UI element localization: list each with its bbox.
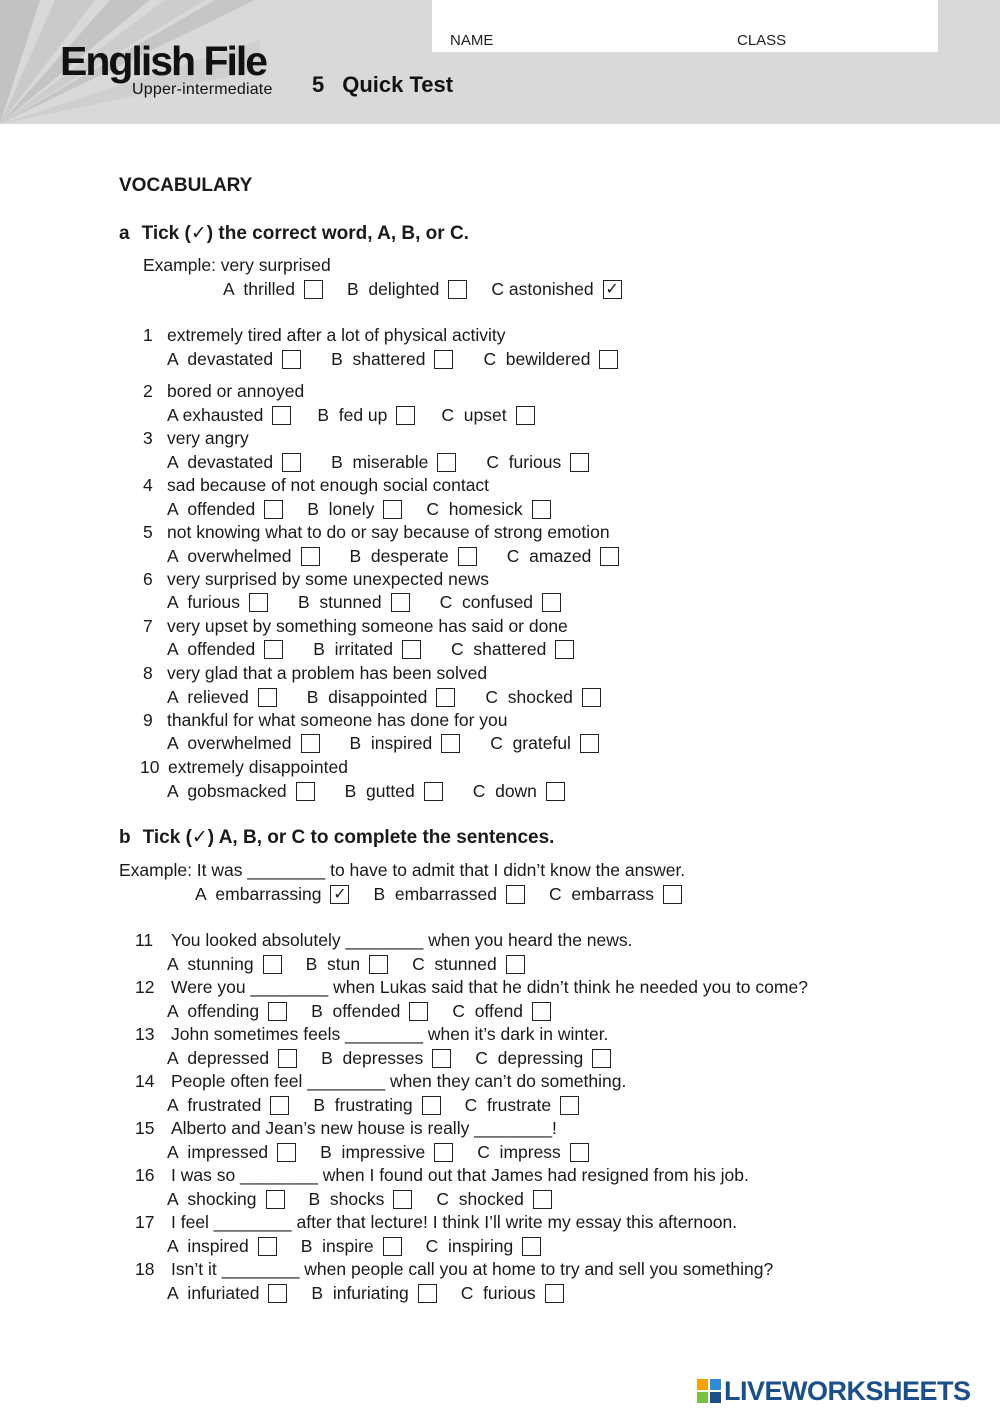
- question-text: sad because of not enough social contact: [167, 475, 490, 495]
- tick-box[interactable]: [278, 1049, 297, 1068]
- option-label: B delighted: [346, 279, 440, 299]
- tick-box[interactable]: [532, 1002, 551, 1021]
- tick-box[interactable]: [296, 782, 315, 801]
- option-label: C grateful: [490, 733, 571, 753]
- option[interactable]: [195, 883, 349, 905]
- question-text: You looked absolutely ________ when you heard the news.: [171, 930, 633, 950]
- option[interactable]: [485, 686, 601, 708]
- part-letter: a: [119, 223, 130, 244]
- question-number: 1: [143, 325, 153, 345]
- tick-box[interactable]: [277, 1143, 296, 1162]
- option-label: B fed up: [317, 405, 388, 425]
- option-label: C stunned: [412, 954, 497, 974]
- question-prompt: [143, 521, 610, 543]
- option-label: A devastated: [167, 349, 274, 369]
- option[interactable]: [167, 780, 315, 802]
- tick-box[interactable]: [258, 1237, 277, 1256]
- question-prompt: [135, 1023, 608, 1045]
- option[interactable]: [167, 1094, 289, 1116]
- tick-box[interactable]: [383, 500, 402, 519]
- option-label: C homesick: [426, 499, 523, 519]
- option[interactable]: [452, 1000, 551, 1022]
- tick-box[interactable]: [434, 1143, 453, 1162]
- question-number: 6: [143, 569, 153, 589]
- tick-box[interactable]: [458, 547, 477, 566]
- option[interactable]: [307, 686, 456, 708]
- option[interactable]: [306, 953, 388, 975]
- question-prompt: [143, 324, 505, 346]
- option[interactable]: [298, 591, 410, 613]
- option-label: A offended: [167, 639, 256, 659]
- option[interactable]: [412, 953, 525, 975]
- part-letter: b: [119, 827, 131, 848]
- option-label: B lonely: [307, 499, 375, 519]
- question-number: 3: [143, 428, 153, 448]
- tick-box[interactable]: [282, 350, 301, 369]
- example-prompt: Example: very surprised: [143, 255, 331, 275]
- tick-box[interactable]: [268, 1284, 287, 1303]
- question-prompt: [143, 380, 304, 402]
- question-number: 14: [135, 1071, 155, 1091]
- class-label: CLASS: [737, 32, 787, 49]
- tick-box[interactable]: [582, 688, 601, 707]
- tick-box[interactable]: [422, 1096, 441, 1115]
- tick-box[interactable]: ✓: [330, 885, 349, 904]
- option[interactable]: [549, 883, 682, 905]
- option-label: B disappointed: [306, 687, 428, 707]
- option[interactable]: [167, 1047, 297, 1069]
- tick-box[interactable]: [436, 688, 455, 707]
- question-text: Isn’t it ________ when people call you at home to try and sell you something?: [171, 1259, 774, 1279]
- liveworksheets-brand: LIVEWORKSHEETS: [724, 1375, 971, 1406]
- option-label: A overwhelmed: [167, 546, 292, 566]
- tick-box[interactable]: [391, 593, 410, 612]
- option[interactable]: [317, 404, 415, 426]
- section-title: VOCABULARY: [119, 175, 253, 196]
- tick-box[interactable]: [570, 1143, 589, 1162]
- tick-box[interactable]: [506, 885, 525, 904]
- option-label: A overwhelmed: [167, 733, 292, 753]
- question-text: I feel ________ after that lecture! I think I’ll write my essay this afternoon.: [171, 1212, 738, 1232]
- question-prompt: [143, 662, 487, 684]
- option[interactable]: [491, 278, 621, 300]
- tick-box[interactable]: [369, 955, 388, 974]
- option-label: A offending: [167, 1001, 260, 1021]
- tick-box[interactable]: [301, 734, 320, 753]
- test-title: [312, 72, 453, 98]
- option-label: B embarrassed: [373, 884, 497, 904]
- option-label: B miserable: [331, 452, 429, 472]
- option-label: C furious: [486, 452, 562, 472]
- tick-box[interactable]: [555, 640, 574, 659]
- tick-box[interactable]: [264, 500, 283, 519]
- tick-box[interactable]: [599, 350, 618, 369]
- option[interactable]: [331, 451, 456, 473]
- option[interactable]: [461, 1282, 564, 1304]
- example-options: [223, 278, 646, 300]
- question-prompt: [135, 1258, 773, 1280]
- question-prompt: [135, 1164, 749, 1186]
- question-options: [167, 1235, 565, 1257]
- option-label: A inspired: [167, 1236, 249, 1256]
- question-number: 7: [143, 616, 153, 636]
- name-label: NAME: [450, 32, 494, 49]
- question-number: 4: [143, 475, 153, 495]
- question-text: Were you ________ when Lukas said that he didn’t think he needed you to come?: [171, 977, 808, 997]
- tick-box[interactable]: [532, 500, 551, 519]
- question-prompt: [140, 756, 348, 778]
- instruction-text: Tick (✓) A, B, or C to complete the sentences.: [142, 827, 555, 848]
- question-prompt: [135, 1211, 737, 1233]
- question-number: 16: [135, 1165, 155, 1185]
- option-label: B inspire: [300, 1236, 374, 1256]
- question-options: [167, 545, 649, 567]
- question-number: 11: [135, 930, 154, 950]
- question-number: 15: [135, 1118, 155, 1138]
- question-number: 18: [135, 1259, 155, 1279]
- question-options: [167, 686, 631, 708]
- tick-box[interactable]: [263, 955, 282, 974]
- question-text: thankful for what someone has done for you: [167, 710, 508, 730]
- question-options: [167, 780, 595, 802]
- question-prompt: [135, 1117, 557, 1139]
- option[interactable]: [167, 638, 283, 660]
- question-prompt: [143, 474, 489, 496]
- tick-box[interactable]: [418, 1284, 437, 1303]
- option[interactable]: [345, 780, 443, 802]
- example-prompt: Example: It was ________ to have to admit that I didn’t know the answer.: [119, 860, 686, 880]
- question-options: [167, 1000, 575, 1022]
- example-options: [195, 883, 706, 905]
- option-label: C confused: [439, 592, 534, 612]
- option[interactable]: [313, 638, 421, 660]
- tick-box[interactable]: [545, 1284, 564, 1303]
- question-text: not knowing what to do or say because of strong emotion: [167, 522, 610, 542]
- question-number: 17: [135, 1212, 155, 1232]
- option-label: C furious: [460, 1283, 536, 1303]
- option-label: C shocked: [436, 1189, 524, 1209]
- tick-box[interactable]: [437, 453, 456, 472]
- question-options: [167, 404, 561, 426]
- option-label: B inspired: [349, 733, 433, 753]
- option-label: A impressed: [167, 1142, 269, 1162]
- test-title-text: Quick Test: [342, 72, 454, 97]
- option[interactable]: [167, 404, 291, 426]
- question-prompt: [143, 615, 568, 637]
- tick-box[interactable]: [542, 593, 561, 612]
- tick-box[interactable]: [506, 955, 525, 974]
- question-text: extremely disappointed: [168, 757, 348, 777]
- tick-box[interactable]: [592, 1049, 611, 1068]
- option-label: A devastated: [167, 452, 274, 472]
- option[interactable]: [313, 1094, 440, 1116]
- question-prompt: [143, 709, 508, 731]
- option-label: B irritated: [313, 639, 393, 659]
- option-label: A relieved: [167, 687, 249, 707]
- option-label: C embarrass: [548, 884, 655, 904]
- question-options: [167, 1094, 603, 1116]
- option-label: C shattered: [451, 639, 547, 659]
- option[interactable]: [486, 451, 589, 473]
- question-text: extremely tired after a lot of physical activity: [167, 325, 506, 345]
- option-label: C depressing: [475, 1048, 584, 1068]
- option-label: B depresses: [321, 1048, 424, 1068]
- option-label: B infuriating: [311, 1283, 409, 1303]
- option[interactable]: [167, 451, 301, 473]
- option[interactable]: [167, 348, 301, 370]
- option[interactable]: [475, 1047, 611, 1069]
- option-label: A offended: [167, 499, 256, 519]
- question-prompt: [135, 1070, 626, 1092]
- option[interactable]: [167, 498, 283, 520]
- option-label: B stun: [305, 954, 361, 974]
- logo-subtitle: Upper-intermediate: [132, 81, 273, 98]
- question-number: 12: [135, 977, 155, 997]
- option[interactable]: [507, 545, 620, 567]
- page-header: [0, 0, 1000, 124]
- option[interactable]: [311, 1282, 436, 1304]
- option-label: A frustrated: [167, 1095, 262, 1115]
- liveworksheets-logo: [697, 1374, 971, 1408]
- option[interactable]: [309, 1188, 413, 1210]
- tick-box[interactable]: [266, 1190, 285, 1209]
- liveworksheets-icon: [697, 1379, 721, 1403]
- option[interactable]: [167, 1235, 277, 1257]
- option-label: A stunning: [167, 954, 254, 974]
- tick-box[interactable]: [282, 453, 301, 472]
- tick-box[interactable]: [580, 734, 599, 753]
- option[interactable]: [436, 1188, 552, 1210]
- option-label: C amazed: [506, 546, 592, 566]
- question-text: very upset by something someone has said or done: [167, 616, 568, 636]
- option[interactable]: [350, 732, 461, 754]
- option-label: A infuriated: [167, 1283, 260, 1303]
- option[interactable]: [426, 1235, 542, 1257]
- tick-box[interactable]: [434, 350, 453, 369]
- question-text: Alberto and Jean’s new house is really ________!: [171, 1118, 557, 1138]
- option[interactable]: [167, 1141, 296, 1163]
- option-label: C frustrate: [464, 1095, 552, 1115]
- option-label: C inspiring: [425, 1236, 514, 1256]
- tick-box[interactable]: [600, 547, 619, 566]
- option[interactable]: [167, 591, 268, 613]
- question-text: People often feel ________ when they can’t do something.: [171, 1071, 627, 1091]
- question-number: 13: [135, 1024, 155, 1044]
- option[interactable]: [490, 732, 599, 754]
- question-options: [167, 498, 575, 520]
- option-label: C astonished: [491, 279, 594, 299]
- option[interactable]: [473, 780, 565, 802]
- question-text: very angry: [167, 428, 249, 448]
- option[interactable]: [331, 348, 453, 370]
- option[interactable]: [477, 1141, 589, 1163]
- instruction-text: Tick (✓) the correct word, A, B, or C.: [141, 223, 469, 244]
- option[interactable]: [167, 732, 320, 754]
- option[interactable]: [167, 1282, 287, 1304]
- part-a-instruction: [119, 222, 469, 245]
- option[interactable]: [311, 1000, 428, 1022]
- tick-box[interactable]: [424, 782, 443, 801]
- question-text: very surprised by some unexpected news: [167, 569, 489, 589]
- question-options: [167, 451, 619, 473]
- option-label: C down: [472, 781, 537, 801]
- option[interactable]: [347, 278, 467, 300]
- tick-box[interactable]: [249, 593, 268, 612]
- question-options: [167, 1188, 576, 1210]
- option-label: A furious: [167, 592, 240, 612]
- option-label: B desperate: [349, 546, 449, 566]
- question-number: 9: [143, 710, 153, 730]
- option[interactable]: [167, 545, 320, 567]
- option[interactable]: [451, 638, 574, 660]
- option-label: C bewildered: [483, 349, 591, 369]
- option-label: B stunned: [297, 592, 382, 612]
- tick-box[interactable]: [258, 688, 277, 707]
- question-options: [167, 1282, 588, 1304]
- option-label: A depressed: [167, 1048, 270, 1068]
- option[interactable]: [465, 1094, 580, 1116]
- tick-box[interactable]: [441, 734, 460, 753]
- question-number: 10: [140, 757, 160, 777]
- option[interactable]: [320, 1141, 453, 1163]
- option-label: B shocks: [308, 1189, 385, 1209]
- tick-box[interactable]: [570, 453, 589, 472]
- option-label: B frustrating: [313, 1095, 413, 1115]
- option[interactable]: [307, 498, 402, 520]
- tick-box[interactable]: [402, 640, 421, 659]
- option-label: C impress: [477, 1142, 561, 1162]
- option-label: B impressive: [320, 1142, 426, 1162]
- question-prompt: [143, 427, 249, 449]
- question-number: 5: [143, 522, 153, 542]
- tick-box[interactable]: [264, 640, 283, 659]
- tick-box[interactable]: [522, 1237, 541, 1256]
- question-text: I was so ________ when I found out that James had resigned from his job.: [171, 1165, 749, 1185]
- question-prompt: [135, 976, 808, 998]
- option[interactable]: [301, 1235, 402, 1257]
- option-label: A gobsmacked: [167, 781, 287, 801]
- question-text: bored or annoyed: [167, 381, 305, 401]
- option[interactable]: [440, 591, 561, 613]
- tick-box[interactable]: ✓: [603, 280, 622, 299]
- option[interactable]: [426, 498, 550, 520]
- option-label: A shocking: [167, 1189, 257, 1209]
- tick-box[interactable]: [516, 406, 535, 425]
- tick-box[interactable]: [304, 280, 323, 299]
- tick-box[interactable]: [448, 280, 467, 299]
- option[interactable]: [167, 686, 277, 708]
- tick-box[interactable]: [432, 1049, 451, 1068]
- tick-box[interactable]: [533, 1190, 552, 1209]
- option[interactable]: [167, 953, 282, 975]
- question-number: 2: [143, 381, 153, 401]
- logo-title: English File: [60, 38, 267, 84]
- question-options: [167, 1141, 613, 1163]
- tick-box[interactable]: [270, 1096, 289, 1115]
- option[interactable]: [321, 1047, 451, 1069]
- name-class-box: [432, 0, 938, 52]
- question-prompt: [135, 929, 633, 951]
- option-label: A exhausted: [167, 405, 264, 425]
- tick-box[interactable]: [663, 885, 682, 904]
- option[interactable]: [373, 883, 525, 905]
- tick-box[interactable]: [546, 782, 565, 801]
- question-options: [167, 348, 648, 370]
- option[interactable]: [167, 1188, 285, 1210]
- question-options: [167, 1047, 635, 1069]
- option[interactable]: [441, 404, 534, 426]
- option-label: C upset: [441, 405, 507, 425]
- option[interactable]: [167, 1000, 287, 1022]
- tick-box[interactable]: [272, 406, 291, 425]
- question-options: [167, 591, 591, 613]
- option-label: B gutted: [344, 781, 415, 801]
- question-options: [167, 638, 604, 660]
- question-options: [167, 953, 549, 975]
- tick-box[interactable]: [268, 1002, 287, 1021]
- question-text: very glad that a problem has been solved: [167, 663, 488, 683]
- question-options: [167, 732, 629, 754]
- tick-box[interactable]: [301, 547, 320, 566]
- question-prompt: [143, 568, 489, 590]
- tick-box[interactable]: [409, 1002, 428, 1021]
- option[interactable]: [350, 545, 477, 567]
- option-label: B offended: [311, 1001, 401, 1021]
- tick-box[interactable]: [396, 406, 415, 425]
- option-label: C shocked: [485, 687, 573, 707]
- option-label: A embarrassing: [195, 884, 322, 904]
- option-label: A thrilled: [223, 279, 295, 299]
- option-label: B shattered: [331, 349, 426, 369]
- option-label: C offend: [452, 1001, 524, 1021]
- test-number: 5: [312, 72, 325, 97]
- tick-box[interactable]: [560, 1096, 579, 1115]
- question-number: 8: [143, 663, 153, 683]
- option[interactable]: [223, 278, 323, 300]
- tick-box[interactable]: [393, 1190, 412, 1209]
- question-text: John sometimes feels ________ when it’s dark in winter.: [171, 1024, 609, 1044]
- part-b-instruction: [119, 826, 554, 849]
- option[interactable]: [483, 348, 618, 370]
- tick-box[interactable]: [383, 1237, 402, 1256]
